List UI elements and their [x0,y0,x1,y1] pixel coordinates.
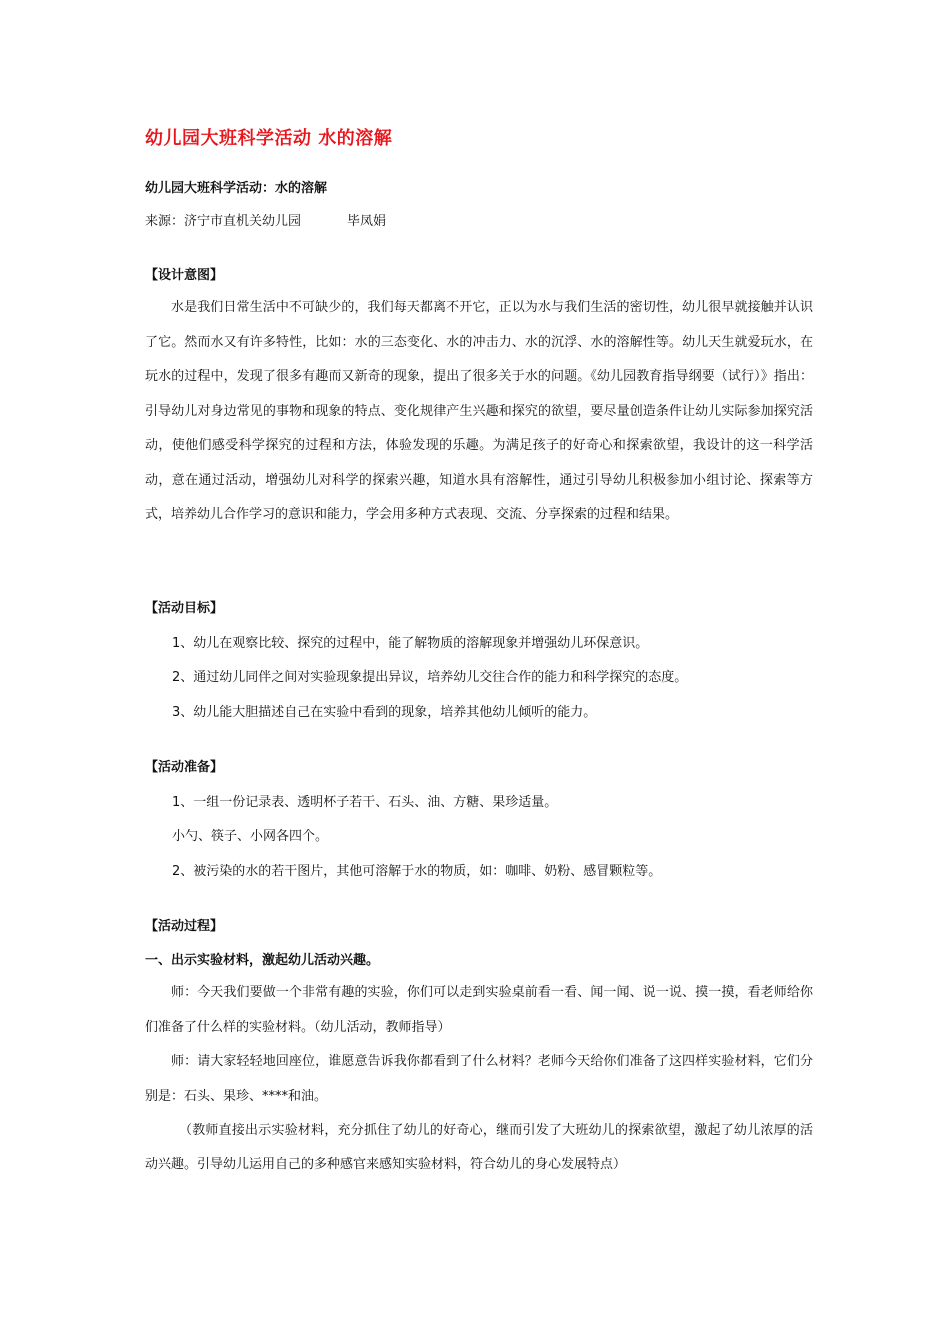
author-name: 毕凤娟 [347,214,387,229]
goal-item: 2、通过幼儿同伴之间对实验现象提出异议，培养幼儿交往合作的能力和科学探究的态度。 [172,670,688,685]
prep-item: 2、被污染的水的若干图片，其他可溶解于水的物质，如：咖啡、奶粉、感冒颗粒等。 [172,864,662,879]
goal-item: 3、幼儿能大胆描述自己在实验中看到的现象，培养其他幼儿倾听的能力。 [172,705,597,720]
source-line [145,210,386,229]
prep-item: 1、一组一份记录表、透明杯子若干、石头、油、方糖、果珍适量。 [172,795,558,810]
prep-heading: 【活动准备】 [145,760,224,775]
prep-item: 小勺、筷子、小网各四个。 [172,829,329,844]
design-heading: 【设计意图】 [145,268,224,283]
process-paragraph-2: 师：请大家轻轻地回座位，谁愿意告诉我你都看到了什么材料？老师今天给你们准备了这四样实验材料，它们分别是：石头、果珍、****和油。 [145,1054,813,1104]
process-step-1: 一、出示实验材料，激起幼儿活动兴趣。 [145,953,380,968]
process-heading: 【活动过程】 [145,919,224,934]
source-label: 来源：济宁市直机关幼儿园 [145,214,302,229]
goals-heading: 【活动目标】 [145,601,224,616]
process-note: （教师直接出示实验材料，充分抓住了幼儿的好奇心，继而引发了大班幼儿的探索欲望，激起了幼儿浓厚的活动兴趣。引导幼儿运用自己的多种感官来感知实验材料，符合幼儿的身心发展特点） [145,1123,813,1172]
document-subtitle: 幼儿园大班科学活动：水的溶解 [145,181,328,196]
goal-item: 1、幼儿在观察比较、探究的过程中，能了解物质的溶解现象并增强幼儿环保意识。 [172,636,649,651]
process-paragraph-1: 师：今天我们要做一个非常有趣的实验，你们可以走到实验桌前看一看、闻一闻、说一说、摸一摸，看老师给你们准备了什么样的实验材料。（幼儿活动，教师指导） [145,985,813,1035]
document-title: 幼儿园大班科学活动 水的溶解 [145,128,393,149]
design-paragraph: 水是我们日常生活中不可缺少的，我们每天都离不开它，正以为水与我们生活的密切性，幼儿很早就接触并认识了它。然而水又有许多特性，比如：水的三态变化、水的冲击力、水的沉浮、水的溶解性等。幼儿天生就爱玩水，在玩水的过程中，发现了很多有趣而又新奇的现象，提出了很多关于水的问题。《幼儿园教育指导纲要（试行）》指出：引导幼儿对身边常见的事物和现象的特点、变化规律产生兴趣和探究的欲望，要尽量创造条件让幼儿实际参加探究活动，使他们感受科学探究的过程和方法，体验发现的乐趣。为满足孩子的好奇心和探索欲望，我设计的这一科学活动，意在通过活动，增强幼儿对科学的探索兴趣，知道水具有溶解性，通过引导幼儿积极参加小组讨论、探索等方式，培养幼儿合作学习的意识和能力，学会用多种方式表现、交流、分享探索的过程和结果。 [145,300,813,522]
